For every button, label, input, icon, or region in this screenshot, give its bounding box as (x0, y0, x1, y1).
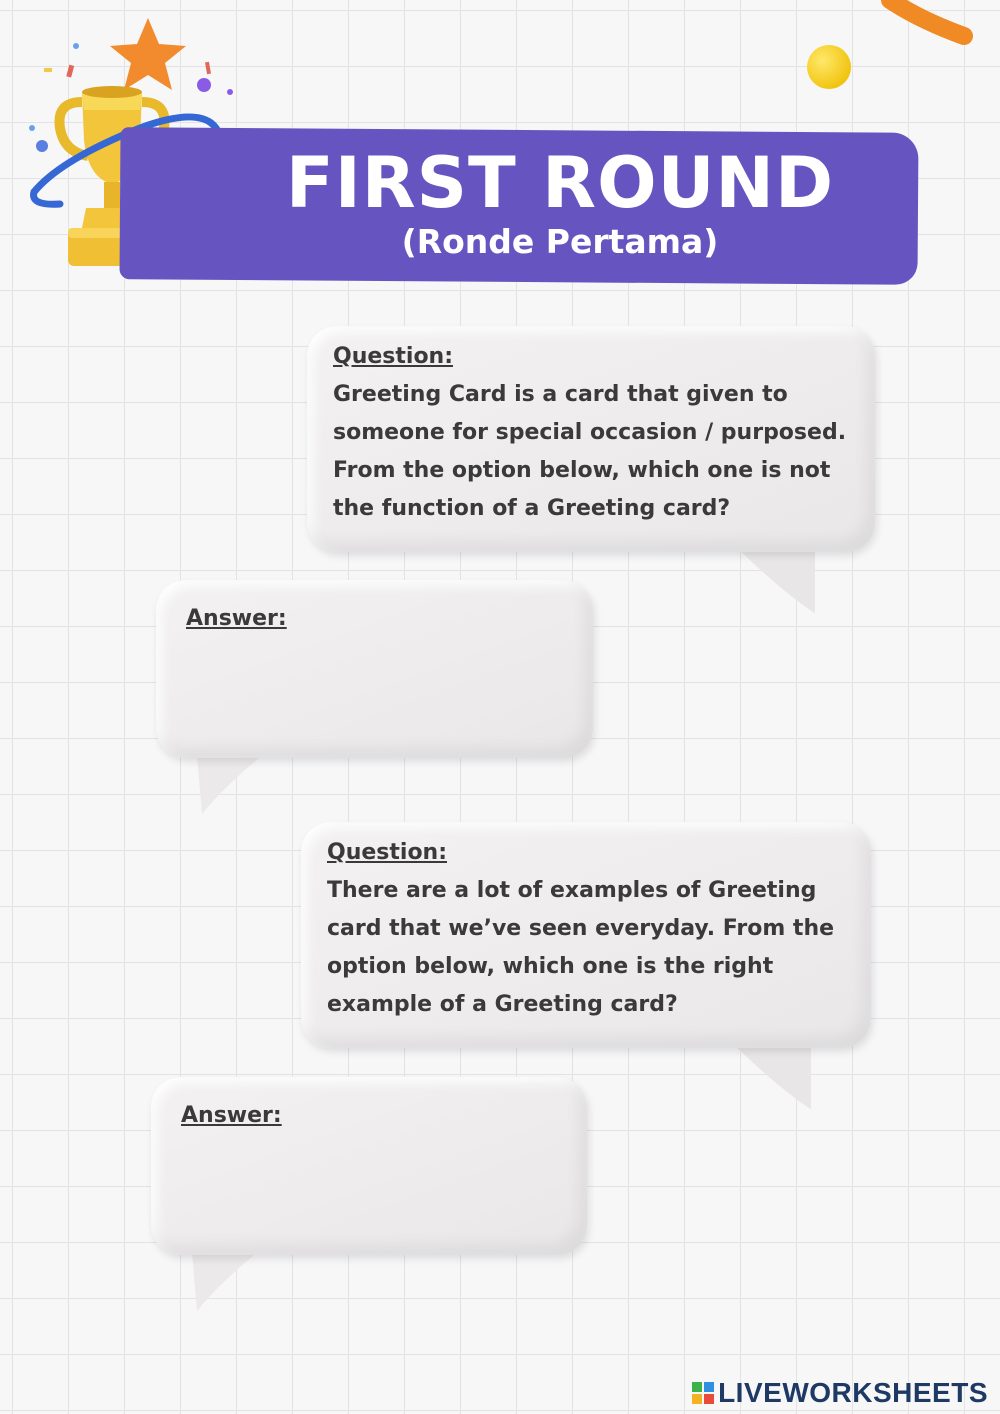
star-icon (110, 18, 186, 90)
answer-2-label: Answer: (181, 1103, 282, 1128)
question-label: Question: (333, 344, 454, 369)
page-title: FIRST ROUND (285, 142, 835, 224)
liveworksheets-logo[interactable] (692, 1378, 988, 1408)
question-text: There are a lot of examples of Greeting card that we’ve seen everyday. From the option below, which one is the right example of a Greeting card? (327, 878, 835, 1017)
page-subtitle: (Ronde Pertama) (401, 222, 719, 261)
answer-1-label: Answer: (186, 606, 287, 631)
logo-text: LIVEWORKSHEETS (718, 1377, 988, 1408)
question-text: Greeting Card is a card that given to someone for special occasion / purposed. From the option below, which one is not the function of a Greeting card? (333, 382, 847, 521)
liveworksheets-logo-mark (692, 1382, 714, 1404)
question-2 (327, 834, 847, 1024)
yellow-ball-icon (806, 44, 852, 90)
question-1 (333, 338, 853, 528)
orange-stick-icon (880, 0, 980, 52)
question-label: Question: (327, 840, 448, 865)
